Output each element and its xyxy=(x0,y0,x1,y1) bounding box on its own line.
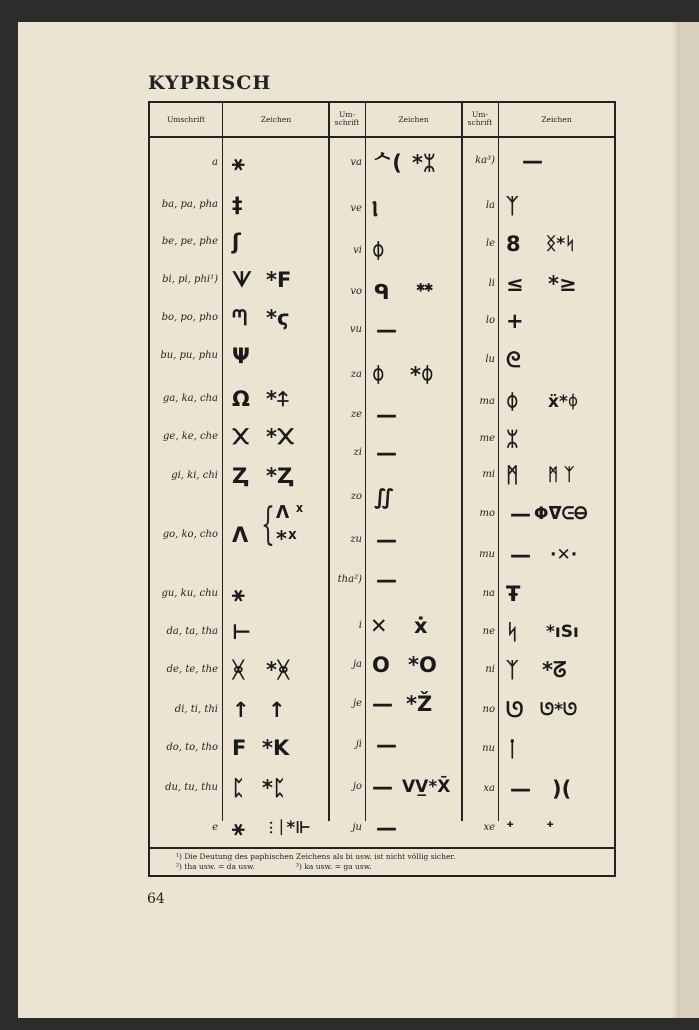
syllabic-sign: ᚸ xyxy=(232,658,245,682)
transcription-label: vu xyxy=(349,324,362,335)
syllabic-sign: — xyxy=(376,733,397,757)
syllabic-sign: Ω xyxy=(232,387,250,411)
syllabic-sign: ẋ xyxy=(414,614,428,638)
transcription-label: du, tu, thu xyxy=(165,782,218,793)
transcription-label: ba, pa, pha xyxy=(161,199,218,210)
syllabic-sign: — xyxy=(376,816,397,840)
syllabic-sign: ᕀ xyxy=(546,816,555,840)
syllabic-sign: ᛈ xyxy=(232,776,245,800)
transcription-label: lo xyxy=(485,315,495,326)
transcription-label: ve xyxy=(350,203,362,214)
transcription-label: vi xyxy=(353,245,362,256)
syllabic-sign: *K xyxy=(262,736,290,760)
footnote-3: ³) ka usw. = ga usw. xyxy=(296,862,372,871)
syllabic-sign: *Ⱬ xyxy=(266,464,293,488)
syllabic-sign: ᛰ xyxy=(372,239,385,263)
syllabic-sign: ⚹ xyxy=(232,151,245,175)
transcription-label: me xyxy=(479,433,495,444)
transcription-label: i xyxy=(358,620,362,631)
syllabic-sign: ᐱ ᕁ xyxy=(276,503,304,523)
transcription-label: ne xyxy=(482,626,495,637)
syllabic-sign: — xyxy=(376,318,397,342)
syllabic-sign: *O xyxy=(408,653,437,677)
syllabic-sign: ᕯ xyxy=(416,280,434,304)
syllabic-sign: Ŧ xyxy=(506,582,521,606)
transcription-label: ka³) xyxy=(475,155,495,166)
transcription-label: mo xyxy=(479,508,495,519)
transcription-label: mi xyxy=(482,469,495,480)
syllabic-sign: ᛉ xyxy=(506,658,519,682)
page-number: 64 xyxy=(147,891,165,907)
syllabic-sign: ᘉ xyxy=(232,306,248,330)
divider xyxy=(222,103,223,821)
syllabic-sign: — xyxy=(372,775,393,799)
syllabic-sign: ᛝ*ᛋ xyxy=(546,234,576,254)
syllabic-sign: ʃ xyxy=(232,230,241,254)
next-page-edge xyxy=(680,22,699,1018)
syllabic-sign: ΦᐁᕮᎾ xyxy=(534,504,588,524)
syllabic-sign: *ᕁ xyxy=(276,527,298,551)
header-umschrift: Umschrift xyxy=(166,115,206,124)
transcription-label: vo xyxy=(350,286,362,297)
page-title: KYPRISCH xyxy=(148,72,272,94)
syllabic-sign: ᛉ xyxy=(506,194,519,218)
syllabic-sign: — xyxy=(510,502,531,526)
header-umschrift: Um- schrift xyxy=(467,110,493,127)
syllabic-sign: *ᛰ xyxy=(410,363,434,387)
transcription-label: ga, ka, cha xyxy=(162,393,218,404)
transcription-label: jo xyxy=(352,781,362,792)
transcription-label: ge, ke, che xyxy=(163,431,218,442)
transcription-label: xa xyxy=(483,783,495,794)
syllabic-sign: ᛗ ᛉ xyxy=(548,465,575,485)
header-zeichen: Zeichen xyxy=(260,115,292,124)
syllabic-sign: ⫶ᛁ*⊩ xyxy=(266,818,311,838)
transcription-label: zi xyxy=(353,447,362,458)
transcription-label: lu xyxy=(485,354,495,365)
transcription-label: ja xyxy=(352,659,362,670)
syllabic-sign: *≥ xyxy=(548,272,577,296)
transcription-label: nu xyxy=(482,743,495,754)
transcription-label: va xyxy=(350,157,362,168)
transcription-label: bo, po, pho xyxy=(161,312,218,323)
syllabic-sign: + xyxy=(506,309,524,333)
syllabic-sign: — xyxy=(510,777,531,801)
syllabic-sign: VV̲*X̄ xyxy=(402,777,451,797)
footnote-2: ²) tha usw. = da usw. xyxy=(176,862,255,871)
transcription-label: gu, ku, chu xyxy=(161,588,218,599)
divider xyxy=(498,103,499,821)
syllabic-sign: ᘎ*ᘎ xyxy=(540,700,578,720)
transcription-label: ze xyxy=(350,409,362,420)
header-zeichen: Zeichen xyxy=(541,115,572,124)
transcription-label: be, pe, phe xyxy=(161,236,218,247)
syllabic-sign: — xyxy=(372,692,393,716)
transcription-label: za xyxy=(350,369,362,380)
transcription-label: ma xyxy=(479,396,495,407)
header-zeichen: Zeichen xyxy=(398,115,429,124)
transcription-label: le xyxy=(485,238,495,249)
syllabic-sign: ᛗ xyxy=(506,463,519,487)
syllabic-sign: *⍏ xyxy=(266,387,290,411)
footnote-rule xyxy=(148,847,616,849)
syllabic-sign: — xyxy=(376,568,397,592)
syllabic-sign: ✕ xyxy=(370,614,388,638)
syllabic-sign: — xyxy=(376,441,397,465)
syllabic-sign: ≤ xyxy=(506,272,524,296)
transcription-label: na xyxy=(482,588,495,599)
transcription-label: go, ko, cho xyxy=(162,529,218,540)
syllabic-sign: ẍ*ᛰ xyxy=(548,392,579,412)
syllabic-sign: ᄉ( xyxy=(372,151,402,175)
transcription-label: bi, pi, phi¹) xyxy=(162,274,218,285)
syllabic-sign: ↑ xyxy=(268,698,286,722)
syllabic-sign: *ıSı xyxy=(546,622,579,642)
syllabic-sign: ᗐ xyxy=(232,268,252,292)
syllabic-sign: Ⱬ xyxy=(232,464,248,488)
syllabic-sign: ᑫ xyxy=(374,280,390,304)
header-rule xyxy=(148,136,616,138)
syllabic-sign: ᘓ xyxy=(506,348,521,372)
syllabic-sign: ᙭ xyxy=(232,425,250,449)
syllabic-sign: *᙭ xyxy=(266,425,295,449)
syllabic-sign: )( xyxy=(552,777,572,801)
brace: { xyxy=(261,499,275,550)
syllabic-sign: ⊢ xyxy=(232,620,252,644)
syllabic-sign: Ψ xyxy=(232,344,250,368)
syllabic-sign: ⚹ xyxy=(232,816,245,840)
syllabic-sign: ↑ xyxy=(232,698,250,722)
syllabic-sign: Ⲓ xyxy=(372,197,378,221)
page-fold xyxy=(672,22,680,1018)
transcription-label: ni xyxy=(485,664,495,675)
syllabic-sign: ᛯ xyxy=(506,427,519,451)
transcription-label: a xyxy=(212,157,218,168)
syllabic-sign: ᛰ xyxy=(372,363,385,387)
transcription-label: mu xyxy=(479,549,495,560)
footnote-1: ¹) Die Deutung des paphischen Zeichens als bi usw. ist nicht völlig sicher. xyxy=(176,852,456,861)
transcription-label: je xyxy=(352,698,362,709)
transcription-label: no xyxy=(482,704,495,715)
transcription-label: li xyxy=(488,278,495,289)
syllabic-sign: *ᛯ xyxy=(412,151,436,175)
syllabic-sign: ·✕· xyxy=(550,545,578,565)
syllabic-sign: ⚹ xyxy=(232,582,245,606)
syllabic-sign: *ᚸ xyxy=(266,658,290,682)
syllabic-sign: *ᘔ xyxy=(542,658,567,682)
syllabic-sign: ᕀ xyxy=(506,816,515,840)
syllabic-sign: ‡ xyxy=(232,193,243,217)
syllabic-sign: *Ϝ xyxy=(266,268,292,292)
syllabic-sign: F xyxy=(232,736,247,760)
syllabic-sign: ᛋ xyxy=(506,620,519,644)
syllabic-sign: — xyxy=(376,528,397,552)
transcription-label: la xyxy=(485,200,495,211)
syllabic-sign: O xyxy=(372,653,390,677)
syllabic-sign: — xyxy=(376,403,397,427)
transcription-label: zo xyxy=(350,491,362,502)
syllabic-sign: — xyxy=(522,149,543,173)
transcription-label: zu xyxy=(350,534,362,545)
transcription-label: ji xyxy=(355,739,362,750)
syllabic-sign: ∬ xyxy=(374,485,394,509)
transcription-label: do, to, tho xyxy=(166,742,218,753)
transcription-label: gi, ki, chi xyxy=(171,470,218,481)
transcription-label: ju xyxy=(352,822,362,833)
transcription-label: xe xyxy=(483,822,495,833)
syllabic-sign: *ϛ xyxy=(266,306,290,330)
syllabic-sign: ᛰ xyxy=(506,390,519,414)
syllabic-sign: *ᛈ xyxy=(262,776,286,800)
syllabic-sign: ᘎ xyxy=(506,698,524,722)
syllabic-sign: — xyxy=(510,543,531,567)
syllabic-sign: *Ž xyxy=(406,692,433,716)
syllabic-sign: ᛙ xyxy=(506,737,519,761)
transcription-label: tha²) xyxy=(337,574,362,585)
syllabic-sign: Λ xyxy=(232,523,249,547)
transcription-label: e xyxy=(212,822,218,833)
divider xyxy=(365,103,366,821)
transcription-label: bu, pu, phu xyxy=(160,350,218,361)
syllabic-sign: 8 xyxy=(506,232,521,256)
transcription-label: de, te, the xyxy=(166,664,218,675)
header-umschrift: Um- schrift xyxy=(334,110,360,127)
transcription-label: di, ti, thi xyxy=(174,704,218,715)
transcription-label: da, ta, tha xyxy=(166,626,218,637)
